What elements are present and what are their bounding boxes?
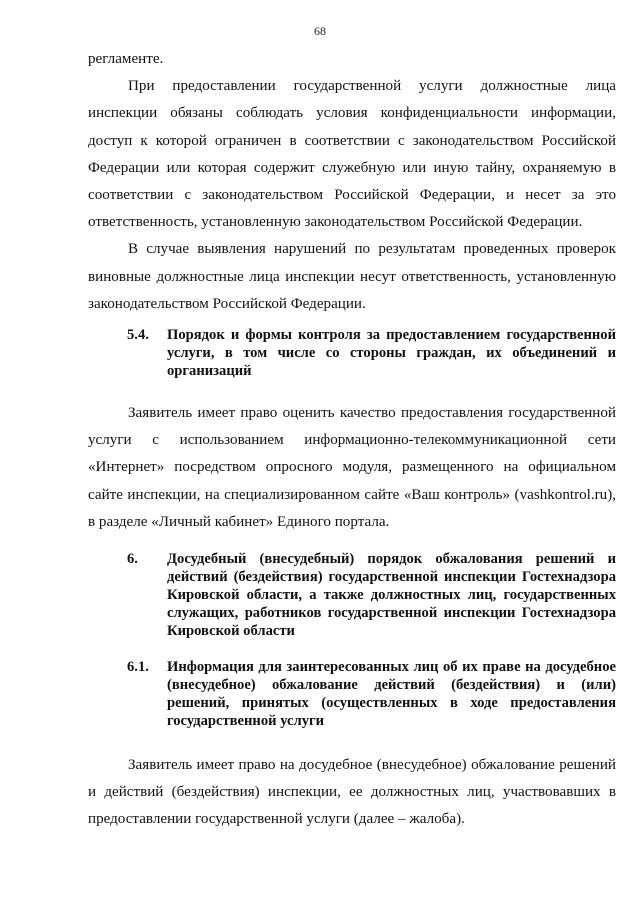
section-title: Информация для заинтересованных лиц об их праве на досудебное (внесудебное) обжалование действий (бездействия) и (или) решений, принятых (осуществленных в ходе предоставления государственной услуги — [167, 659, 616, 730]
document-body — [88, 46, 616, 834]
section-title: Досудебный (внесудебный) порядок обжалования решений и действий (бездействия) государственной инспекции Гостехнадзора Кировской области, а также должностных лиц, государственных служащих, работников государственной инспекции Гостехнадзора Кировской области — [167, 551, 616, 640]
paragraph-confidentiality: При предоставлении государственной услуги должностные лица инспекции обязаны соблюдать условия конфиденциальности информации, доступ к которой ограничен в соответствии с законодательством Российской Федерации или которая содержит служебную или иную тайну, охраняемую в соответствии с законодательством Российской Федерации, и несет за это ответственность, установленную законодательством Российской Федерации. — [88, 78, 616, 231]
section-heading-6 — [127, 550, 616, 640]
paragraph-continuation: регламенте. — [88, 51, 164, 67]
section-number: 6.1. — [127, 659, 149, 676]
section-heading-5-4 — [127, 326, 616, 380]
section-heading-6-1 — [127, 658, 616, 730]
paragraph-violations: В случае выявления нарушений по результатам проведенных проверок виновные должностные лица инспекции несут ответственность, установленную законодательством Российской Федерации. — [88, 241, 616, 312]
section-title: Порядок и формы контроля за предоставлением государственной услуги, в том числе со стороны граждан, их объединений и организаций — [167, 327, 616, 380]
section-number: 6. — [127, 551, 138, 568]
paragraph-complaint-right: Заявитель имеет право на досудебное (внесудебное) обжалование решений и действий (бездействия) инспекции, ее должностных лиц, участвовавших в предоставлении государственной услуги (далее – жалоба). — [88, 757, 616, 828]
paragraph-quality-assessment: Заявитель имеет право оценить качество предоставления государственной услуги с использованием информационно-телекоммуникационной сети «Интернет» посредством опросного модуля, размещенного на официальном сайте инспекции, на специализированном сайте «Ваш контроль» (vashkontrol.ru), в разделе «Личный кабинет» Единого портала. — [88, 405, 616, 530]
section-number: 5.4. — [127, 327, 149, 344]
page-number: 68 — [314, 24, 326, 38]
